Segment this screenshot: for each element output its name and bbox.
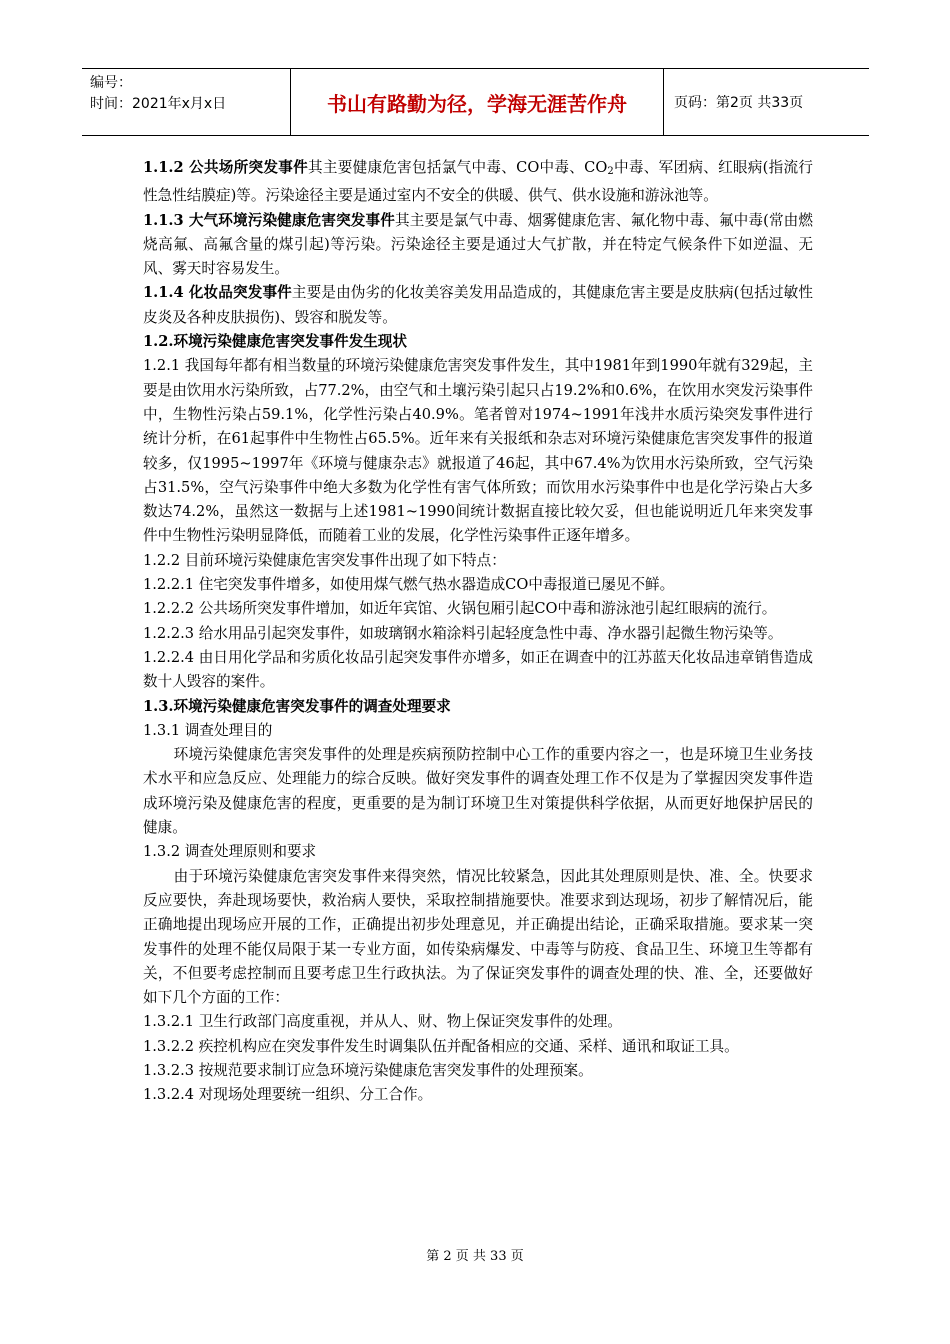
paragraph: 1.3.1 调查处理目的 [143, 721, 273, 739]
header-motto: 书山有路勤为径，学海无涯苦作舟 [291, 69, 664, 135]
indented-paragraph: 由于环境污染健康危害突发事件来得突然，情况比较紧急，因此其处理原则是快、准、全。快要求反应要快，奔赴现场要快，救治病人要快，采取控制措施要快。准要求到达现场，初步了解情况后，能正确地提出现场应开展的工作，正确提出初步处理意见，并正确提出结论，正确采取措施。要求某一突发事件的处理不能仅局限于某一专业方面，如传染病爆发、中毒等与防疫、食品卫生、环境卫生等都有关，不但要考虑控制而且要考虑卫生行政执法。为了保证突发事件的调查处理的快、准、全，还要做好如下几个方面的工作： [143, 867, 813, 1007]
paragraph: 1.2.2 目前环境污染健康危害突发事件出现了如下特点： [143, 551, 506, 569]
paragraph-text: 其主要是氯气中毒、烟雾健康危害、氟化物中毒、氟中毒(常由燃烧高氟、高氟含量的煤引起)等污染。污染途径主要是通过大气扩散，并在特定气候条件下如逆温、无风、雾天时容易发生。 [143, 211, 813, 278]
paragraph: 1.2.1 我国每年都有相当数量的环境污染健康危害突发事件发生，其中1981年到1990年就有329起，主要是由饮用水污染所致，占77.2%，由空气和土壤污染引起只占19.2%和0.6%，在饮用水突发污染事件中，生物性污染占59.1%，化学性污染占40.9%。笔者曾对1974~1991年浅井水质污染突发事件进行统计分析，在61起事件中生物性占65.5%。近年来有关报纸和杂志对环境污染健康危害突发事件的报道较多，仅1995~1997年《环境与健康杂志》就报道了46起，其中67.4%为饮用水污染所致，空气污染占31.5%，空气污染事件中绝大多数为化学性有害气体所致；而饮用水污染事件中也是化学污染占大多数达74.2%，虽然这一数据与上述1981~1990间统计数据直接比较欠妥，但也能说明近几年来突发事件中生物性污染明显降低，而随着工业的发展，化学性污染事件正逐年增多。 [143, 357, 813, 545]
paragraph [143, 281, 813, 330]
paragraph [143, 209, 813, 282]
paragraph: 1.2.2.2 公共场所突发事件增加，如近年宾馆、火锅包厢引起CO中毒和游泳池引起红眼病的流行。 [143, 600, 777, 618]
paragraph [143, 156, 813, 209]
paragraph-heading: 1.1.4 化妆品突发事件 [143, 284, 292, 302]
paragraph-heading: 1.1.2 公共场所突发事件 [143, 159, 308, 176]
header-page-info: 页码：第2页 共33页 [674, 95, 804, 111]
section-heading: 1.3.环境污染健康危害突发事件的调查处理要求 [143, 697, 451, 715]
page-footer: 第 2 页 共 33 页 [426, 1249, 524, 1264]
paragraph: 1.3.2 调查处理原则和要求 [143, 843, 317, 861]
paragraph: 1.2.2.1 住宅突发事件增多，如使用煤气燃气热水器造成CO中毒报道已屡见不鲜。 [143, 576, 675, 594]
subscript: 2 [607, 166, 614, 177]
paragraph-heading: 1.1.3 大气环境污染健康危害突发事件 [143, 211, 395, 229]
paragraph: 1.2.2.3 给水用品引起突发事件，如玻璃钢水箱涂料引起轻度急性中毒、净水器引起微生物污染等。 [143, 624, 783, 642]
section-heading: 1.2.环境污染健康危害突发事件发生现状 [143, 333, 407, 351]
paragraph: 1.3.2.4 对现场处理要统一组织、分工合作。 [143, 1086, 433, 1104]
paragraph: 1.2.2.4 由日用化学品和劣质化妆品引起突发事件亦增多，如正在调查中的江苏蓝天化妆品违章销售造成数十人毁容的案件。 [143, 648, 813, 691]
indented-paragraph: 环境污染健康危害突发事件的处理是疾病预防控制中心工作的重要内容之一，也是环境卫生业务技术水平和应急反应、处理能力的综合反映。做好突发事件的调查处理工作不仅是为了掌握因突发事件造成环境污染及健康危害的程度，更重要的是为制订环境卫生对策提供科学依据，从而更好地保护居民的健康。 [143, 746, 813, 837]
paragraph: 1.3.2.1 卫生行政部门高度重视，并从人、财、物上保证突发事件的处理。 [143, 1013, 622, 1031]
date-label: 时间：2021年x月x日 [90, 96, 227, 112]
paragraph-text: 主要是由伪劣的化妆美容美发用品造成的，其健康危害主要是皮肤病(包括过敏性皮炎及各种皮肤损伤)、毁容和脱发等。 [143, 284, 813, 326]
document-header [82, 68, 869, 136]
document-body [143, 156, 813, 1108]
header-meta [82, 69, 291, 135]
paragraph: 1.3.2.3 按规范要求制订应急环境污染健康危害突发事件的处理预案。 [143, 1061, 593, 1079]
number-label: 编号： [90, 75, 132, 91]
paragraph-text: 其主要健康危害包括氯气中毒、CO中毒、CO [307, 159, 608, 176]
paragraph-text: 中毒、军团病、红眼病(指流行性急性结膜症)等。污染途径主要是通过室内不安全的供暖、供气、供水设施和游泳池等。 [143, 159, 813, 205]
paragraph: 1.3.2.2 疾控机构应在突发事件发生时调集队伍并配备相应的交通、采样、通讯和取证工具。 [143, 1037, 739, 1055]
